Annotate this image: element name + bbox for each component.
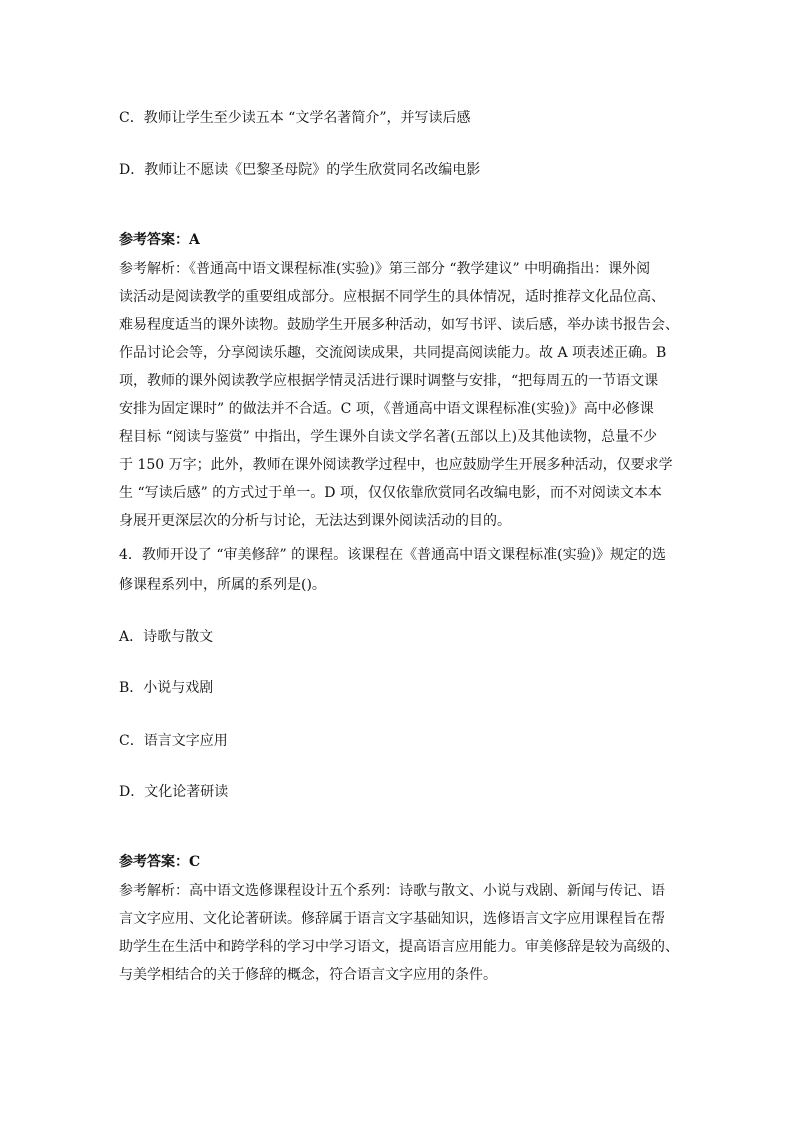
- q3-analysis-line: 难易程度适当的课外读物。鼓励学生开展多种活动，如写书评、读后感，举办读书报告会、: [119, 317, 679, 333]
- q4-stem-line: 4．教师开设了 “审美修辞” 的课程。该课程在《普通高中语文课程标准(实验)》规定的选: [119, 547, 667, 563]
- q3-analysis-line: 身展开更深层次的分析与讨论，无法达到课外阅读活动的目的。: [119, 513, 511, 529]
- q3-analysis-line: 程目标 “阅读与鉴赏” 中指出，学生课外自读文学名著(五部以上)及其他读物，总量不少: [119, 429, 658, 445]
- q3-answer: 参考答案：A: [119, 232, 200, 248]
- q3-option-d: D．教师让不愿读《巴黎圣母院》的学生欣赏同名改编电影: [119, 162, 481, 178]
- q3-analysis-line: 生 “写读后感” 的方式过于单一。D 项，仅仅依靠欣赏同名改编电影，而不对阅读文本本: [119, 485, 662, 501]
- q3-option-c: C．教师让学生至少读五本 “文学名著简介”，并写读后感: [119, 110, 471, 126]
- q3-analysis-line: 参考解析：《普通高中语文课程标准(实验)》第三部分 “教学建议” 中明确指出：课外阅: [119, 261, 651, 277]
- q3-analysis-line: 项，教师的课外阅读教学应根据学情灵活进行课时调整与安排，“把每周五的一节语文课: [119, 373, 659, 389]
- q4-option-d: D．文化论著研读: [119, 784, 229, 800]
- q4-analysis-line: 参考解析：高中语文选修课程设计五个系列：诗歌与散文、小说与戏剧、新闻与传记、语: [119, 883, 665, 899]
- q4-analysis-line: 与美学相结合的关于修辞的概念，符合语言文字应用的条件。: [119, 967, 497, 983]
- q4-option-a: A．诗歌与散文: [119, 629, 214, 645]
- q3-analysis-line: 安排为固定课时” 的做法并不合适。C 项，《普通高中语文课程标准(实验)》高中必修课: [119, 401, 654, 417]
- q4-option-b: B．小说与戏剧: [119, 680, 214, 696]
- q3-analysis-line: 于 150 万字；此外，教师在课外阅读教学过程中，也应鼓励学生开展多种活动，仅要求学: [119, 457, 673, 473]
- q3-analysis-line: 作品讨论会等，分享阅读乐趣，交流阅读成果，共同提高阅读能力。故 A 项表述正确。B: [119, 345, 667, 361]
- q4-option-c: C．语言文字应用: [119, 733, 228, 749]
- q4-answer: 参考答案：C: [119, 854, 201, 870]
- q4-stem-line: 修课程系列中，所属的系列是()。: [119, 577, 326, 593]
- q4-analysis-line: 助学生在生活中和跨学科的学习中学习语文，提高语言应用能力。审美修辞是较为高级的、: [119, 939, 679, 955]
- q4-analysis-line: 言文字应用、文化论著研读。修辞属于语言文字基础知识，选修语言文字应用课程旨在帮: [119, 911, 665, 927]
- q3-analysis-line: 读活动是阅读教学的重要组成部分。应根据不同学生的具体情况，适时推荐文化品位高、: [119, 289, 665, 305]
